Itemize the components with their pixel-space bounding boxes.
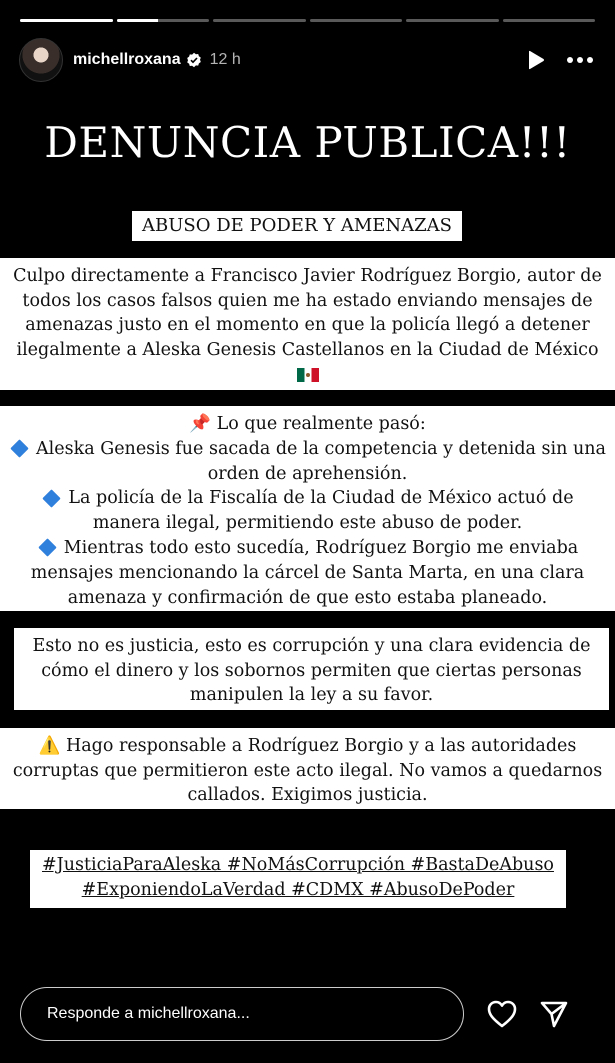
- text-block-corruption: [14, 628, 609, 710]
- text-block-what-happened: [0, 406, 615, 611]
- blue-diamond-icon: [43, 489, 61, 507]
- send-icon[interactable]: [538, 998, 570, 1030]
- text-line: manipulen la ley a su favor.: [189, 685, 434, 705]
- progress-segment: [503, 19, 596, 22]
- text-line: Esto no es justicia, esto es corrupción y una clara evidencia de: [32, 636, 591, 656]
- pushpin-icon: 📌: [189, 414, 212, 434]
- text-line: todos los casos falsos quien me ha estado enviando mensajes de: [22, 290, 593, 311]
- text-block-responsibility: [0, 728, 615, 809]
- story-subtitle: ABUSO DE PODER Y AMENAZAS: [132, 211, 462, 241]
- post-time: 12 h: [209, 51, 241, 68]
- more-options-icon[interactable]: [565, 49, 595, 71]
- hashtag-line[interactable]: #ExponiendoLaVerdad #CDMX #AbusoDePoder: [81, 880, 515, 900]
- story-footer: [20, 986, 595, 1042]
- reply-input[interactable]: [20, 987, 464, 1041]
- text-line: mensajes mencionando la cárcel de Santa Marta, en una clara: [30, 562, 585, 583]
- hashtags-block: [30, 850, 566, 908]
- text-line: manera ilegal, permitiendo este abuso de poder.: [92, 513, 523, 534]
- progress-segment-active: [117, 19, 210, 22]
- text-line: amenaza y confirmación de que esto estaba planeado.: [67, 587, 548, 608]
- progress-segment: [20, 19, 113, 22]
- hashtag-line[interactable]: #JusticiaParaAleska #NoMásCorrupción #BastaDeAbuso: [42, 855, 554, 875]
- mexico-flag-icon: [297, 368, 319, 382]
- verified-badge-icon: [186, 52, 202, 68]
- story-header: [19, 38, 595, 82]
- progress-segment: [213, 19, 306, 22]
- text-line: Mientras todo esto sucedía, Rodríguez Borgio me enviaba: [63, 537, 579, 558]
- reply-placeholder: Responde a michellroxana...: [47, 1005, 250, 1022]
- avatar[interactable]: [19, 38, 63, 82]
- block-heading: Lo que realmente pasó:: [216, 414, 426, 434]
- blue-diamond-icon: [10, 440, 28, 458]
- story-progress-bar: [20, 19, 595, 22]
- username[interactable]: michellroxana: [73, 51, 181, 68]
- text-line: La policía de la Fiscalía de la Ciudad de México actuó de: [68, 488, 574, 509]
- play-icon[interactable]: [525, 49, 547, 71]
- text-line: Hago responsable a Rodríguez Borgio y a las autoridades: [65, 736, 577, 756]
- progress-segment: [310, 19, 403, 22]
- text-line: ilegalmente a Aleska Genesis Castellanos en la Ciudad de México: [16, 339, 599, 360]
- blue-diamond-icon: [38, 539, 56, 557]
- text-block-accusation: [0, 258, 615, 390]
- text-line: orden de aprehensión.: [207, 463, 408, 484]
- text-line: cómo el dinero y los sobornos permiten que ciertas personas: [41, 660, 582, 681]
- warning-icon: ⚠️: [38, 736, 61, 756]
- text-line: Aleska Genesis fue sacada de la competencia y detenida sin una: [36, 438, 606, 459]
- text-line: amenazas justo en el momento en que la policía llegó a detener: [25, 315, 590, 335]
- text-line: corruptas que permitieron este acto ilegal. No vamos a quedarnos: [12, 760, 603, 781]
- heart-icon[interactable]: [486, 998, 518, 1030]
- progress-segment: [406, 19, 499, 22]
- text-line: callados. Exigimos justicia.: [187, 785, 428, 805]
- story-title: DENUNCIA PUBLICA!!!: [44, 118, 571, 167]
- text-line: Culpo directamente a Francisco Javier Rodríguez Borgio, autor de: [13, 266, 602, 286]
